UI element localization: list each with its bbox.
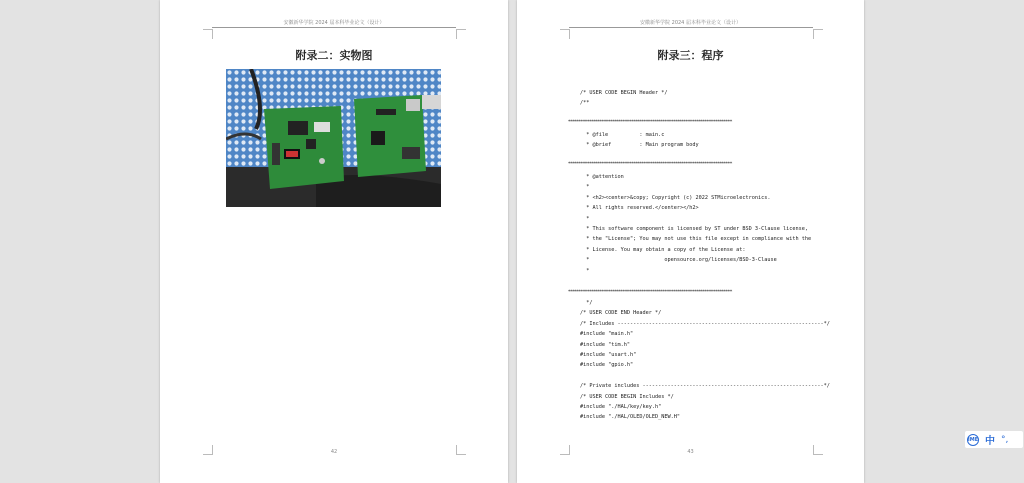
margin-corner-mark <box>813 29 823 39</box>
code-block: */ /* USER CODE END Header */ /* Includes ------------------------------------------------------------------*/ #include "main.h" #include "tim.h" #include "usart.h" #include "gpio.h" /* Private includes ----------------------------------------------------------*/ /* USER CODE BEGIN Includes */ #include "./HAL/key/key.h" #include "./HAL/OLED/OLED_NEW.H" <box>580 300 830 421</box>
ime-logo-icon[interactable]: IME <box>967 434 979 446</box>
ime-toolbar[interactable] <box>965 431 1023 448</box>
comment-star-line: ****************************************************************************** <box>568 119 732 125</box>
header-rule <box>569 27 813 28</box>
comment-star-line: ****************************************************************************** <box>568 161 732 167</box>
page-header: 安徽新华学院 2024 届本科毕业论文（设计） <box>283 20 385 26</box>
code-block: * @attention * * <h2><center>&copy; Copyright (c) 2022 STMicroelectronics. * All rights reserved.</center></h2> * * This software component is licensed by ST under BSD 3-Clause license, * the "License"; You may not use this file except in compliance with the * License. You may obtain a copy of the License at: * opensource.org/licenses/BSD-3-Clause * <box>586 174 812 274</box>
margin-corner-mark <box>560 29 570 39</box>
code-block: /* USER CODE BEGIN Header */ /** <box>580 90 668 107</box>
document-page-left <box>160 0 508 483</box>
code-block: * @file : main.c * @brief : Main program body <box>586 132 699 149</box>
margin-corner-mark <box>203 29 213 39</box>
header-rule <box>212 27 456 28</box>
appendix-title: 附录三：程序 <box>657 49 724 62</box>
appendix-title: 附录二：实物图 <box>295 49 373 62</box>
page-header: 安徽新华学院 2024 届本科毕业论文（设计） <box>640 20 741 26</box>
ime-language-toggle[interactable]: 中 <box>985 436 995 447</box>
ime-punctuation-icon[interactable]: °, <box>1001 434 1009 445</box>
hardware-photo[interactable] <box>226 69 441 207</box>
comment-star-line: ****************************************************************************** <box>568 289 732 295</box>
page-number: 42 <box>330 449 338 455</box>
document-page-right <box>517 0 864 483</box>
margin-corner-mark <box>456 29 466 39</box>
page-number: 43 <box>687 449 694 455</box>
